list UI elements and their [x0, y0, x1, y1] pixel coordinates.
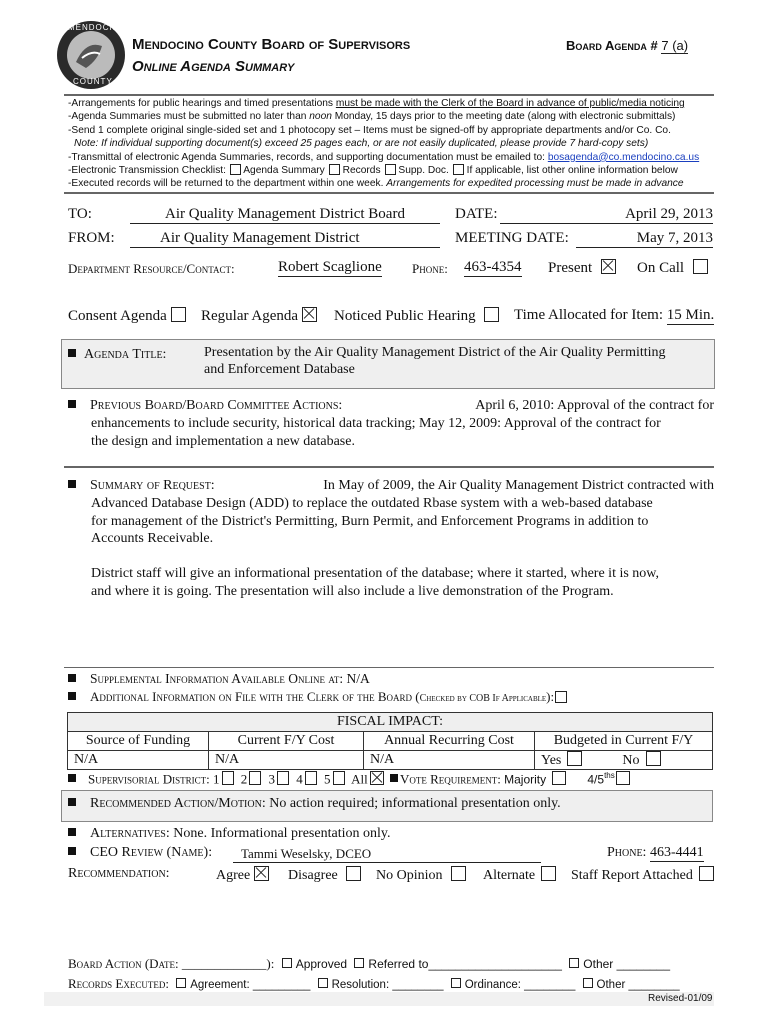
- supplemental-value: N/A: [346, 671, 370, 686]
- ceo-review-label: CEO Review (Name):: [90, 845, 213, 860]
- district-all-label: All: [351, 771, 368, 787]
- divider-previous: [64, 466, 714, 468]
- previous-actions-text-2: enhancements to include security, historical data tracking; May 12, 2009: Approval of the contract for: [91, 416, 661, 431]
- to-value: Air Quality Management District Board: [130, 206, 440, 224]
- noopinion-option[interactable]: [376, 866, 466, 884]
- district-2-checkbox[interactable]: [249, 771, 261, 785]
- district-4-label: 4: [296, 771, 303, 787]
- referred-label: Referred to____________________: [368, 957, 562, 971]
- four-fifths-label: 4/5: [587, 772, 605, 787]
- approved-checkbox[interactable]: [282, 958, 292, 968]
- page-title: Mendocino County Board of Supervisors: [132, 36, 411, 53]
- alternatives-value: None. Informational presentation only.: [173, 826, 391, 841]
- bullet-icon: [68, 349, 76, 357]
- contact-label: Department Resource/Contact:: [68, 261, 235, 276]
- bullet-icon: [390, 774, 398, 782]
- majority-checkbox[interactable]: [552, 771, 566, 785]
- district-2-label: 2: [240, 771, 248, 787]
- fiscal-source-value: N/A: [68, 751, 209, 770]
- county-seal: [56, 20, 126, 90]
- regular-checkbox[interactable]: [302, 307, 317, 322]
- agree-label: Agree: [216, 868, 251, 883]
- oncall-label: On Call: [637, 260, 685, 276]
- agreement-checkbox[interactable]: [176, 978, 186, 988]
- note-line-2a: -Agenda Summaries must be submitted no later than: [68, 111, 310, 123]
- vote-requirement-label: Vote Requirement:: [399, 771, 501, 787]
- fiscal-annual-value: N/A: [364, 751, 535, 770]
- previous-actions-text-1: April 6, 2010: Approval of the contract for: [475, 398, 714, 413]
- time-allocated: [514, 307, 714, 325]
- district-3-checkbox[interactable]: [277, 771, 289, 785]
- ordinance-checkbox[interactable]: [451, 978, 461, 988]
- checkbox-other-online[interactable]: [453, 164, 464, 175]
- alternatives-label: Alternatives:: [90, 826, 170, 841]
- records-label: Records Executed:: [68, 976, 169, 991]
- district-5-label: 5: [324, 771, 331, 787]
- board-action-label: Board Action (Date: _____________):: [68, 956, 275, 971]
- approved-label: Approved: [295, 957, 348, 971]
- bullet-icon: [68, 674, 76, 682]
- regular-label: Regular Agenda: [201, 308, 299, 324]
- phone-value: 463-4354: [464, 259, 522, 275]
- date-label: DATE:: [455, 206, 498, 222]
- other-action-label: Other ________: [583, 957, 671, 971]
- seal-text-bottom: COUNTY: [73, 77, 113, 86]
- disagree-label: Disagree: [288, 868, 338, 883]
- agenda-title-label: Agenda Title:: [84, 347, 167, 362]
- ceo-phone: [607, 845, 704, 862]
- fiscal-budgeted-value: [535, 751, 713, 770]
- bullet-icon: [68, 847, 76, 855]
- time-label: Time Allocated for Item:: [514, 307, 664, 323]
- summary-para2-line-2: and where it is going. The presentation will also include a live demonstration of the Program.: [91, 584, 614, 599]
- other-record-checkbox[interactable]: [583, 978, 593, 988]
- consent-option[interactable]: [68, 307, 186, 325]
- recommendation-label: Recommendation:: [68, 866, 170, 881]
- board-agenda-label: Board Agenda #: [566, 38, 658, 53]
- board-agenda: [566, 38, 688, 54]
- district-1-checkbox[interactable]: [222, 771, 234, 785]
- ceo-phone-value: 463-4441: [649, 845, 704, 860]
- additional-label-3: ):: [546, 689, 555, 704]
- district-all-checkbox[interactable]: [370, 771, 384, 785]
- ceo-phone-label: Phone:: [607, 845, 647, 860]
- agree-option[interactable]: [216, 866, 269, 884]
- oncall-option[interactable]: [637, 259, 708, 277]
- bullet-icon: [68, 774, 76, 782]
- bullet-icon: [68, 828, 76, 836]
- summary-para2-line-1: District staff will give an informational presentation of the database; where it started, where it is now,: [91, 566, 659, 581]
- meeting-date-value: May 7, 2013: [576, 230, 713, 248]
- note-line-2c: Monday, 15 days prior to the meeting date (along with electronic submittals): [331, 111, 676, 123]
- majority-label: Majority: [504, 772, 547, 787]
- regular-option[interactable]: [201, 307, 317, 325]
- disagree-option[interactable]: [288, 866, 361, 884]
- meeting-date-label: MEETING DATE:: [455, 230, 569, 246]
- contact-value: Robert Scaglione: [278, 259, 382, 275]
- time-value: 15 Min.: [666, 307, 715, 323]
- to-label: TO:: [68, 206, 92, 222]
- other-record-label: Other ________: [596, 979, 680, 991]
- note-line-6c: Records: [342, 165, 381, 177]
- board-agenda-value: 7 (a): [661, 38, 689, 53]
- summary-line-4: Accounts Receivable.: [91, 531, 214, 546]
- consent-label: Consent Agenda: [68, 308, 167, 324]
- agenda-title-line-2: and Enforcement Database: [204, 362, 355, 377]
- divider-summary: [64, 667, 714, 668]
- additional-label-2: Checked by COB If Applicable: [419, 693, 547, 704]
- disagree-checkbox[interactable]: [346, 866, 361, 881]
- alternate-label: Alternate: [483, 868, 536, 883]
- four-fifths-checkbox[interactable]: [616, 771, 630, 785]
- supplemental-label: Supplemental Information Available Online at:: [90, 671, 344, 686]
- note-line-6b: Agenda Summary: [243, 165, 325, 177]
- bullet-icon: [68, 400, 76, 408]
- checkbox-agenda-summary[interactable]: [230, 164, 241, 175]
- seal-text-top: MENDOCINO: [68, 23, 127, 32]
- recommended-label: Recommended Action/Motion:: [90, 796, 266, 811]
- submission-notes: [68, 97, 699, 191]
- note-line-7b: Arrangements for expedited processing must be made in advance: [386, 178, 684, 190]
- fiscal-header-annual: Annual Recurring Cost: [364, 732, 535, 751]
- note-line-3: -Send 1 complete original single-sided set and 1 photocopy set – Items must be signed-off by appropriate departments and/or Co. Co.: [68, 124, 671, 136]
- summary-line-2: Advanced Database Design (ADD) to replace the outdated Rbase system with a web-based database: [91, 496, 653, 511]
- referred-checkbox[interactable]: [354, 958, 364, 968]
- previous-actions-label: Previous Board/Board Committee Actions:: [90, 398, 343, 413]
- previous-actions-text-3: the design and implementation a new database.: [91, 434, 355, 449]
- page-subtitle: Online Agenda Summary: [132, 58, 295, 75]
- staff-report-label: Staff Report Attached: [571, 868, 693, 883]
- note-line-1b: must be made with the Clerk of the Board in advance of public/media noticing: [335, 98, 685, 109]
- note-line-7a: -Executed records will be returned to the department within one week.: [68, 178, 387, 190]
- budgeted-no-label: No: [622, 753, 640, 768]
- budgeted-yes-label: Yes: [541, 753, 562, 768]
- phone-label: Phone:: [412, 261, 448, 276]
- additional-info: [68, 689, 567, 705]
- ceo-review-value: Tammi Weselsky, DCEO: [233, 846, 541, 863]
- summary-line-3: for management of the District's Permitting, Burn Permit, and Enforcement Programs in addition to: [91, 514, 649, 529]
- noticed-checkbox[interactable]: [484, 307, 499, 322]
- other-action-checkbox[interactable]: [569, 958, 579, 968]
- note-line-2b: noon: [309, 111, 332, 123]
- note-line-6d: Supp. Doc.: [398, 165, 449, 177]
- footer-bar: [44, 992, 714, 1006]
- fiscal-header-current: Current F/Y Cost: [209, 732, 364, 751]
- present-checkbox[interactable]: [601, 259, 616, 274]
- staff-report-checkbox[interactable]: [699, 866, 714, 881]
- agree-checkbox[interactable]: [254, 866, 269, 881]
- additional-checkbox[interactable]: [555, 691, 567, 703]
- noopinion-label: No Opinion: [376, 868, 443, 883]
- alternate-option[interactable]: [483, 866, 556, 884]
- present-label: Present: [548, 260, 593, 276]
- summary-heading: [68, 478, 215, 494]
- email-link[interactable]: bosagenda@co.mendocino.ca.us: [547, 151, 700, 163]
- note-line-4: Note: If individual supporting document(s) exceed 25 pages each, or are not easily duplicated, please provide 7 hard-copy sets): [74, 138, 649, 150]
- resolution-checkbox[interactable]: [318, 978, 328, 988]
- fiscal-impact-table: [67, 712, 713, 770]
- ordinance-label: Ordinance: ________: [464, 979, 576, 991]
- agenda-title-line-1: Presentation by the Air Quality Management District of the Air Quality Permitting: [204, 345, 666, 360]
- records-executed: [68, 976, 680, 992]
- revised-date: Revised-01/09: [648, 993, 713, 1004]
- noticed-option[interactable]: [334, 307, 499, 325]
- checkbox-supp-doc[interactable]: [385, 164, 396, 175]
- agenda-title-section: [68, 346, 166, 363]
- staff-report-option[interactable]: [571, 866, 714, 884]
- note-line-6e: If applicable, list other online information below: [466, 165, 678, 177]
- summary-line-1: In May of 2009, the Air Quality Management District contracted with: [323, 478, 714, 493]
- ceo-review: [68, 845, 212, 861]
- district-5-checkbox[interactable]: [333, 771, 345, 785]
- previous-actions-line-1: [68, 398, 342, 414]
- district-4-checkbox[interactable]: [305, 771, 317, 785]
- fiscal-header-source: Source of Funding: [68, 732, 209, 751]
- additional-label: Additional Information on File with the Clerk of the Board (: [90, 689, 420, 704]
- alternatives: [68, 826, 390, 842]
- note-line-6a: -Electronic Transmission Checklist:: [68, 165, 226, 177]
- district-3-label: 3: [268, 771, 276, 787]
- noticed-label: Noticed Public Hearing: [334, 308, 476, 324]
- fiscal-current-value: N/A: [209, 751, 364, 770]
- oncall-checkbox[interactable]: [693, 259, 708, 274]
- divider-top: [64, 94, 714, 96]
- present-option[interactable]: [548, 259, 616, 277]
- consent-checkbox[interactable]: [171, 307, 186, 322]
- date-value: April 29, 2013: [500, 206, 713, 224]
- bullet-icon: [68, 798, 76, 806]
- alternate-checkbox[interactable]: [541, 866, 556, 881]
- supplemental-info: [68, 671, 370, 687]
- recommended-value: No action required; informational presentation only.: [269, 796, 561, 811]
- bullet-icon: [68, 480, 76, 488]
- divider-notes: [64, 192, 714, 194]
- noopinion-checkbox[interactable]: [451, 866, 466, 881]
- board-action: [68, 956, 670, 972]
- budgeted-no-checkbox[interactable]: [646, 751, 661, 766]
- from-value: Air Quality Management District: [130, 230, 440, 248]
- fiscal-header-budgeted: Budgeted in Current F/Y: [535, 732, 713, 751]
- from-label: FROM:: [68, 230, 115, 246]
- district-1-label: 1: [213, 771, 220, 787]
- checkbox-records[interactable]: [329, 164, 340, 175]
- district-label: Supervisorial District:: [88, 771, 210, 787]
- budgeted-yes-checkbox[interactable]: [567, 751, 582, 766]
- note-line-5a: -Transmittal of electronic Agenda Summaries, records, and supporting documentation must be emailed to:: [68, 151, 548, 163]
- resolution-label: Resolution: ________: [331, 979, 444, 991]
- fiscal-title: FISCAL IMPACT:: [67, 712, 713, 731]
- four-fifths-suffix: ths: [604, 771, 615, 780]
- summary-label: Summary of Request:: [90, 478, 215, 493]
- recommended-action: [68, 796, 561, 812]
- note-line-1a: -Arrangements for public hearings and timed presentations: [68, 98, 336, 109]
- bullet-icon: [68, 692, 76, 700]
- supervisorial-district: [68, 771, 630, 787]
- agreement-label: Agreement: _________: [190, 979, 311, 991]
